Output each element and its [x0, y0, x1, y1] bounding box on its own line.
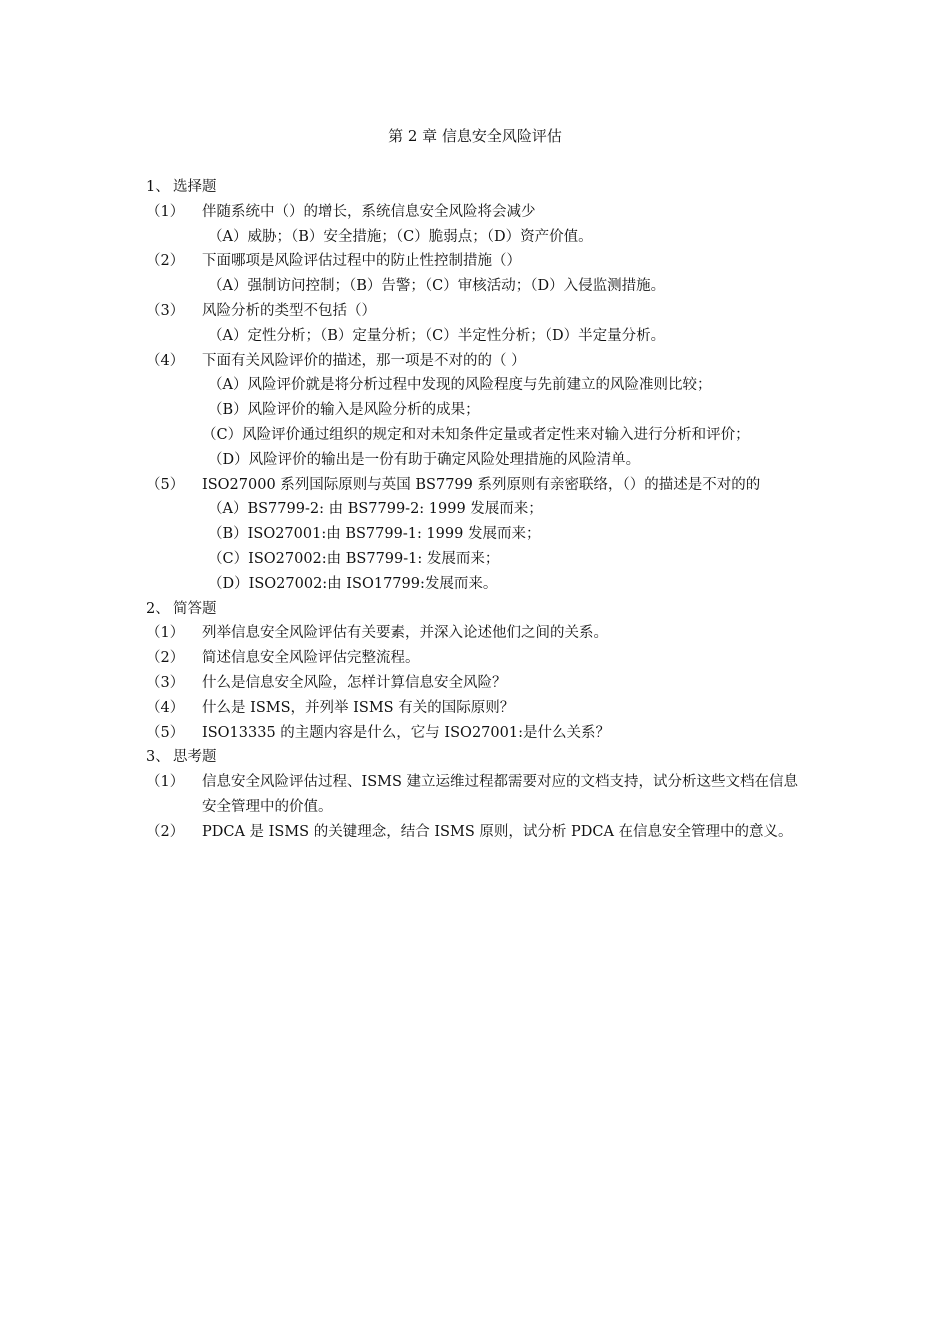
question-text: 下面哪项是风险评估过程中的防止性控制措施（）	[202, 253, 521, 270]
question-item	[146, 473, 826, 498]
question-number: （3）	[146, 302, 185, 319]
question-item	[146, 299, 826, 324]
question-number: （1）	[146, 203, 185, 220]
question-text: 什么是 ISMS，并列举 ISMS 有关的国际原则？	[202, 699, 515, 716]
question-number: （5）	[146, 476, 185, 493]
section-heading-thinking	[146, 745, 826, 770]
option-c: （C）ISO27002:由 BS7799-1: 发展而来；	[208, 550, 500, 567]
question-number: （2）	[146, 650, 185, 667]
question-item	[146, 820, 826, 845]
question-text: 列举信息安全风险评估有关要素，并深入论述他们之间的关系。	[202, 625, 608, 642]
question-number: （5）	[146, 724, 185, 741]
question-item	[146, 249, 826, 274]
question-text: 伴随系统中（）的增长，系统信息安全风险将会减少	[202, 203, 536, 220]
option-c: （C）风险评价通过组织的规定和对未知条件定量或者定性来对输入进行分析和评价；	[202, 426, 750, 443]
section-number: 2、	[146, 600, 170, 617]
section-label: 简答题	[173, 600, 217, 617]
question-number: （4）	[146, 699, 185, 716]
section-heading-choice	[146, 175, 826, 200]
question-options: （A）定性分析；（B）定量分析；（C）半定性分析；（D）半定量分析。	[208, 327, 666, 344]
option-a: （A）BS7799-2: 由 BS7799-2: 1999 发展而来；	[208, 501, 543, 518]
question-text: 什么是信息安全风险，怎样计算信息安全风险？	[202, 674, 507, 691]
question-text: ISO13335 的主题内容是什么，它与 ISO27001:是什么关系？	[202, 724, 610, 741]
question-item	[146, 646, 826, 671]
question-text: 简述信息安全风险评估完整流程。	[202, 650, 420, 667]
question-item	[146, 696, 826, 721]
option-a: （A）风险评价就是将分析过程中发现的风险程度与先前建立的风险准则比较；	[208, 377, 712, 394]
question-number: （2）	[146, 253, 185, 270]
question-item	[146, 671, 826, 696]
question-options: （A）威胁；（B）安全措施；（C）脆弱点；（D）资产价值。	[208, 228, 593, 245]
question-options: （A）强制访问控制；（B）告警；（C）审核活动；（D）入侵监测措施。	[208, 278, 666, 295]
section-number: 3、	[146, 749, 170, 766]
section-heading-short-answer	[146, 597, 826, 622]
question-text: 信息安全风险评估过程、ISMS 建立运维过程都需要对应的文档支持，试分析这些文档在信息安全管理中的价值。	[202, 774, 799, 815]
question-text: ISO27000 系列国际原则与英国 BS7799 系列原则有亲密联络，（）的描述是不对的的	[202, 476, 761, 493]
question-item	[146, 200, 826, 225]
question-item	[146, 721, 826, 746]
option-b: （B）风险评价的输入是风险分析的成果；	[208, 402, 480, 419]
question-text: PDCA 是 ISMS 的关键理念，结合 ISMS 原则，试分析 PDCA 在信息安全管理中的意义。	[202, 823, 793, 840]
section-label: 思考题	[173, 749, 217, 766]
option-d: （D）风险评价的输出是一份有助于确定风险处理措施的风险清单。	[208, 451, 641, 468]
document-body	[146, 175, 826, 845]
section-label: 选择题	[173, 179, 217, 195]
question-item	[146, 621, 826, 646]
option-d: （D）ISO27002:由 ISO17799:发展而来。	[208, 575, 498, 592]
question-item	[146, 349, 826, 374]
question-text: 下面有关风险评价的描述，那一项是不对的的（ ）	[202, 352, 526, 369]
section-number: 1、	[146, 179, 170, 195]
question-number: （4）	[146, 352, 185, 369]
question-text: 风险分析的类型不包括（）	[202, 302, 376, 319]
question-number: （1）	[146, 625, 185, 642]
option-b: （B）ISO27001:由 BS7799-1: 1999 发展而来；	[208, 526, 541, 543]
question-number: （1）	[146, 774, 185, 791]
question-item	[146, 770, 826, 820]
page-title: 第 2 章 信息安全风险评估	[388, 127, 562, 145]
question-number: （2）	[146, 823, 185, 840]
question-number: （3）	[146, 674, 185, 691]
